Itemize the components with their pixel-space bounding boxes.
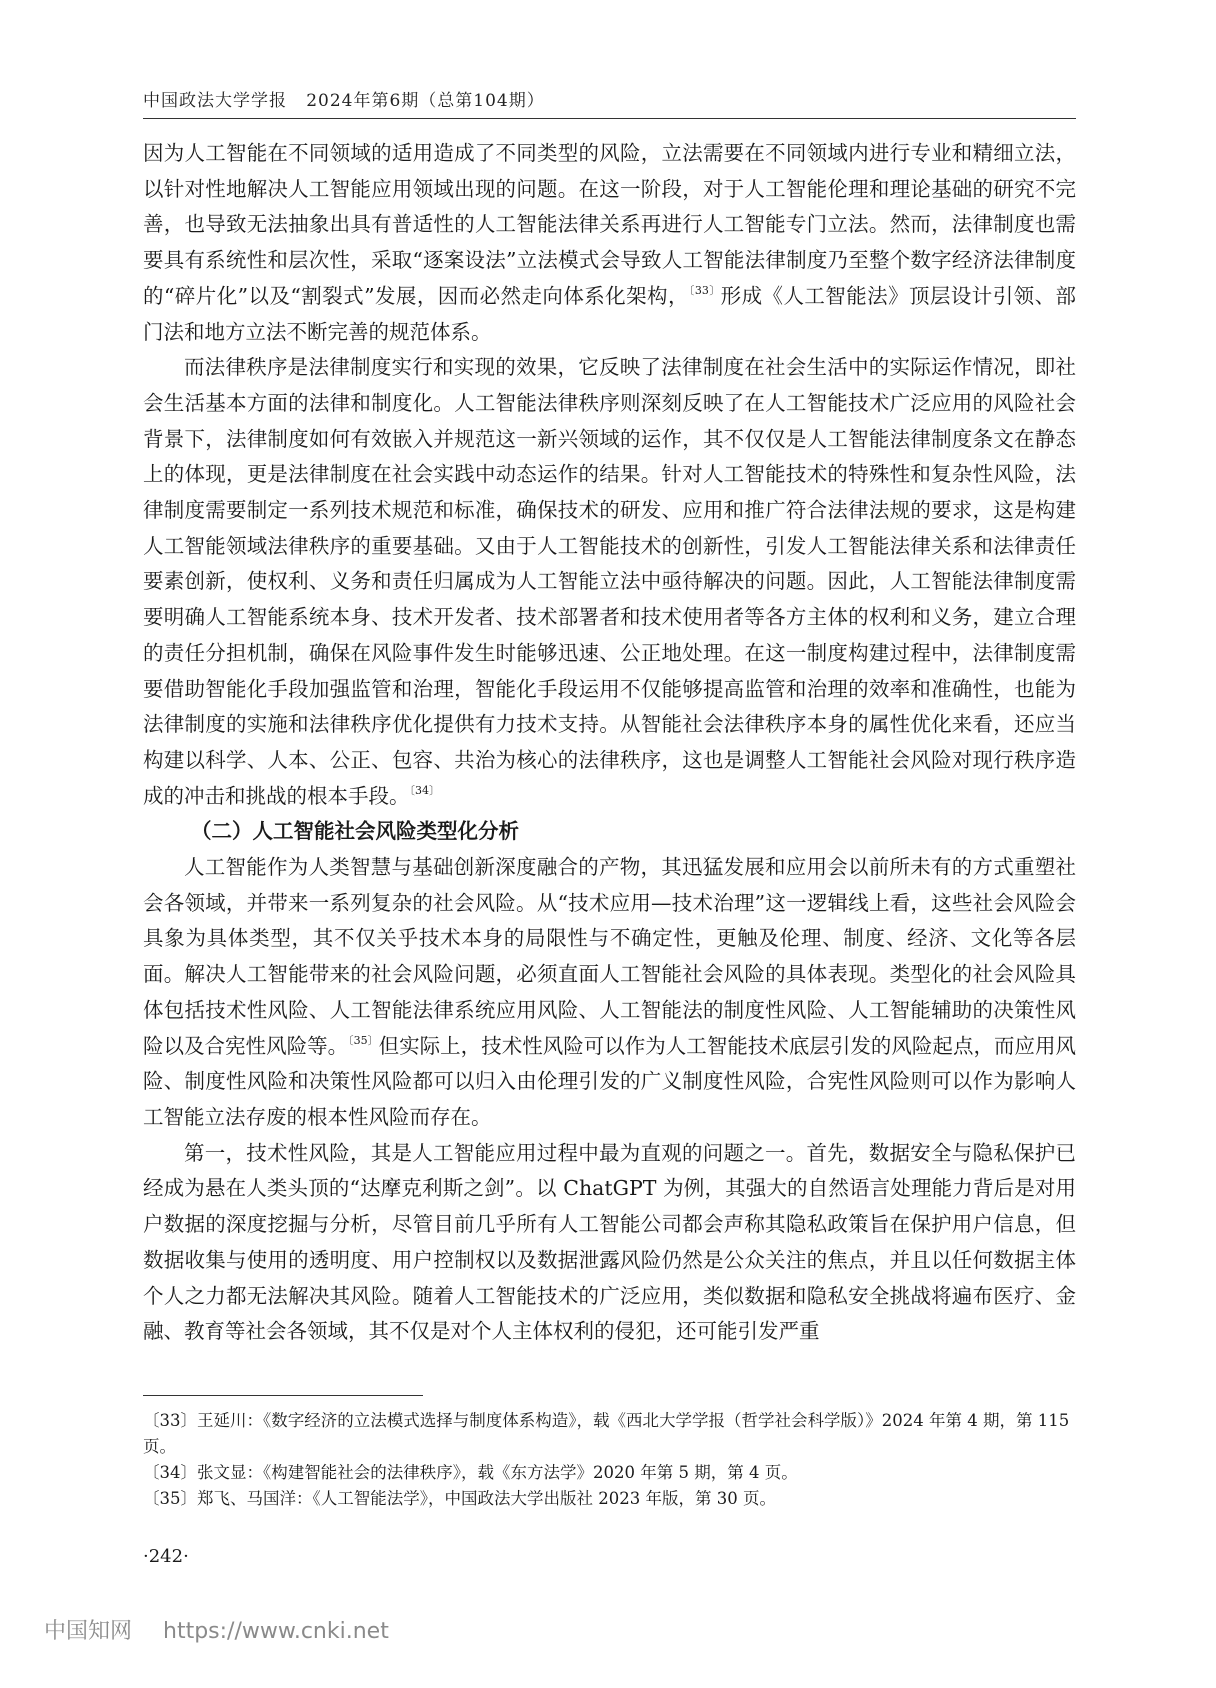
running-header — [143, 86, 1075, 111]
watermark-url[interactable]: https://www.cnki.net — [163, 1619, 389, 1644]
paragraph-4: 第一，技术性风险，其是人工智能应用过程中最为直观的问题之一。首先，数据安全与隐私保护已经成为悬在人类头顶的“达摩克利斯之剑”。以 ChatGPT 为例，其强大的自然语言处理能力背后是对用户数据的深度挖掘与分析，尽管目前几乎所有人工智能公司都会声称其隐私政策旨在保护用户信息，但数据收集与使用的透明度、用户控制权以及数据泄露风险仍然是公众关注的焦点，并且以任何数据主体个人之力都无法解决其风险。随着人工智能技术的广泛应用，类似数据和隐私安全挑战将遍布医疗、金融、教育等社会各领域，其不仅是对个人主体权利的侵犯，还可能引发严重 — [143, 1140, 1076, 1344]
cnki-watermark — [44, 1614, 389, 1645]
footnote-ref-33[interactable]: 〔33〕 — [688, 283, 721, 297]
footnote-ref-35[interactable]: 〔35〕 — [348, 1033, 379, 1047]
footnote-34: 〔34〕张文显：《构建智能社会的法律秩序》，载《东方法学》2020 年第 5 期，第 4 页。 — [143, 1463, 798, 1482]
watermark-brand: 中国知网 — [44, 1619, 133, 1644]
footnote-35: 〔35〕郑飞、马国洋：《人工智能法学》，中国政法大学出版社 2023 年版，第 30 页。 — [143, 1489, 776, 1508]
footnote-ref-34[interactable]: 〔34〕 — [409, 783, 440, 797]
footnote-divider — [143, 1395, 423, 1396]
footnote-33: 〔33〕王延川：《数字经济的立法模式选择与制度体系构造》，载《西北大学学报（哲学社会科学版）》2024 年第 4 期，第 115 页。 — [143, 1411, 1070, 1456]
paragraph-1: 因为人工智能在不同领域的适用造成了不同类型的风险，立法需要在不同领域内进行专业和精细立法，以针对性地解决人工智能应用领域出现的问题。在这一阶段，对于人工智能伦理和理论基础的研究不完善，也导致无法抽象出具有普适性的人工智能法律关系再进行人工智能专门立法。然而，法律制度也需要具有系统性和层次性，采取“逐案设法”立法模式会导致人工智能法律制度乃至整个数字经济法律制度的“碎片化”以及“割裂式”发展，因而必然走向体系化架构，$^{〔33〕}$形成《人工智能法》顶层设计引领、部门法和地方立法不断完善的规范体系。 — [143, 141, 1077, 344]
paragraph-2: 而法律秩序是法律制度实行和实现的效果，它反映了法律制度在社会生活中的实际运作情况，即社会生活基本方面的法律和制度化。人工智能法律秩序则深刻反映了在人工智能技术广泛应用的风险社会背景下，法律制度如何有效嵌入并规范这一新兴领域的运作，其不仅仅是人工智能法律制度条文在静态上的体现，更是法律制度在社会实践中动态运作的结果。针对人工智能技术的特殊性和复杂性风险，法律制度需要制定一系列技术规范和标准，确保技术的研发、应用和推广符合法律法规的要求，这是构建人工智能领域法律秩序的重要基础。又由于人工智能技术的创新性，引发人工智能法律关系和法律责任要素创新，使权利、义务和责任归属成为人工智能立法中亟待解决的问题。因此，人工智能法律制度需要明确人工智能系统本身、技术开发者、技术部署者和技术使用者等各方主体的权利和义务，建立合理的责任分担机制，确保在风险事件发生时能够迅速、公正地处理。在这一制度构建过程中，法律制度需要借助智能化手段加强监管和治理，智能化手段运用不仅能够提高监管和治理的效率和准确性，也能为法律制度的实施和法律秩序优化提供有力技术支持。从智能社会法律秩序本身的属性优化来看，还应当构建以科学、人本、公正、包容、共治为核心的法律秩序，这也是调整人工智能社会风险对现行秩序造成的冲击和挑战的根本手段。$^{〔34〕}$ — [143, 355, 1076, 808]
issue-info: 2024年第6期（总第104期） — [306, 91, 545, 111]
footnotes — [143, 1408, 1076, 1512]
article-body — [143, 136, 1076, 1350]
journal-name: 中国政法大学学报 — [143, 91, 287, 111]
paragraph-3: 人工智能作为人类智慧与基础创新深度融合的产物，其迅猛发展和应用会以前所未有的方式重塑社会各领域，并带来一系列复杂的社会风险。从“技术应用—技术治理”这一逻辑线上看，这些社会风险会具象为具体类型，其不仅关乎技术本身的局限性与不确定性，更触及伦理、制度、经济、文化等各层面。解决人工智能带来的社会风险问题，必须直面人工智能社会风险的具体表现。类型化的社会风险具体包括技术性风险、人工智能法律系统应用风险、人工智能法的制度性风险、人工智能辅助的决策性风险以及合宪性风险等。$^{〔35〕}$但实际上，技术性风险可以作为人工智能技术底层引发的风险起点，而应用风险、制度性风险和决策性风险都可以归入由伦理引发的广义制度性风险，合宪性风险则可以作为影响人工智能立法存废的根本性风险而存在。 — [143, 855, 1076, 1129]
header-divider — [143, 118, 1076, 119]
page-number: ·242· — [143, 1546, 189, 1567]
section-heading: （二）人工智能社会风险类型化分析 — [191, 819, 519, 844]
